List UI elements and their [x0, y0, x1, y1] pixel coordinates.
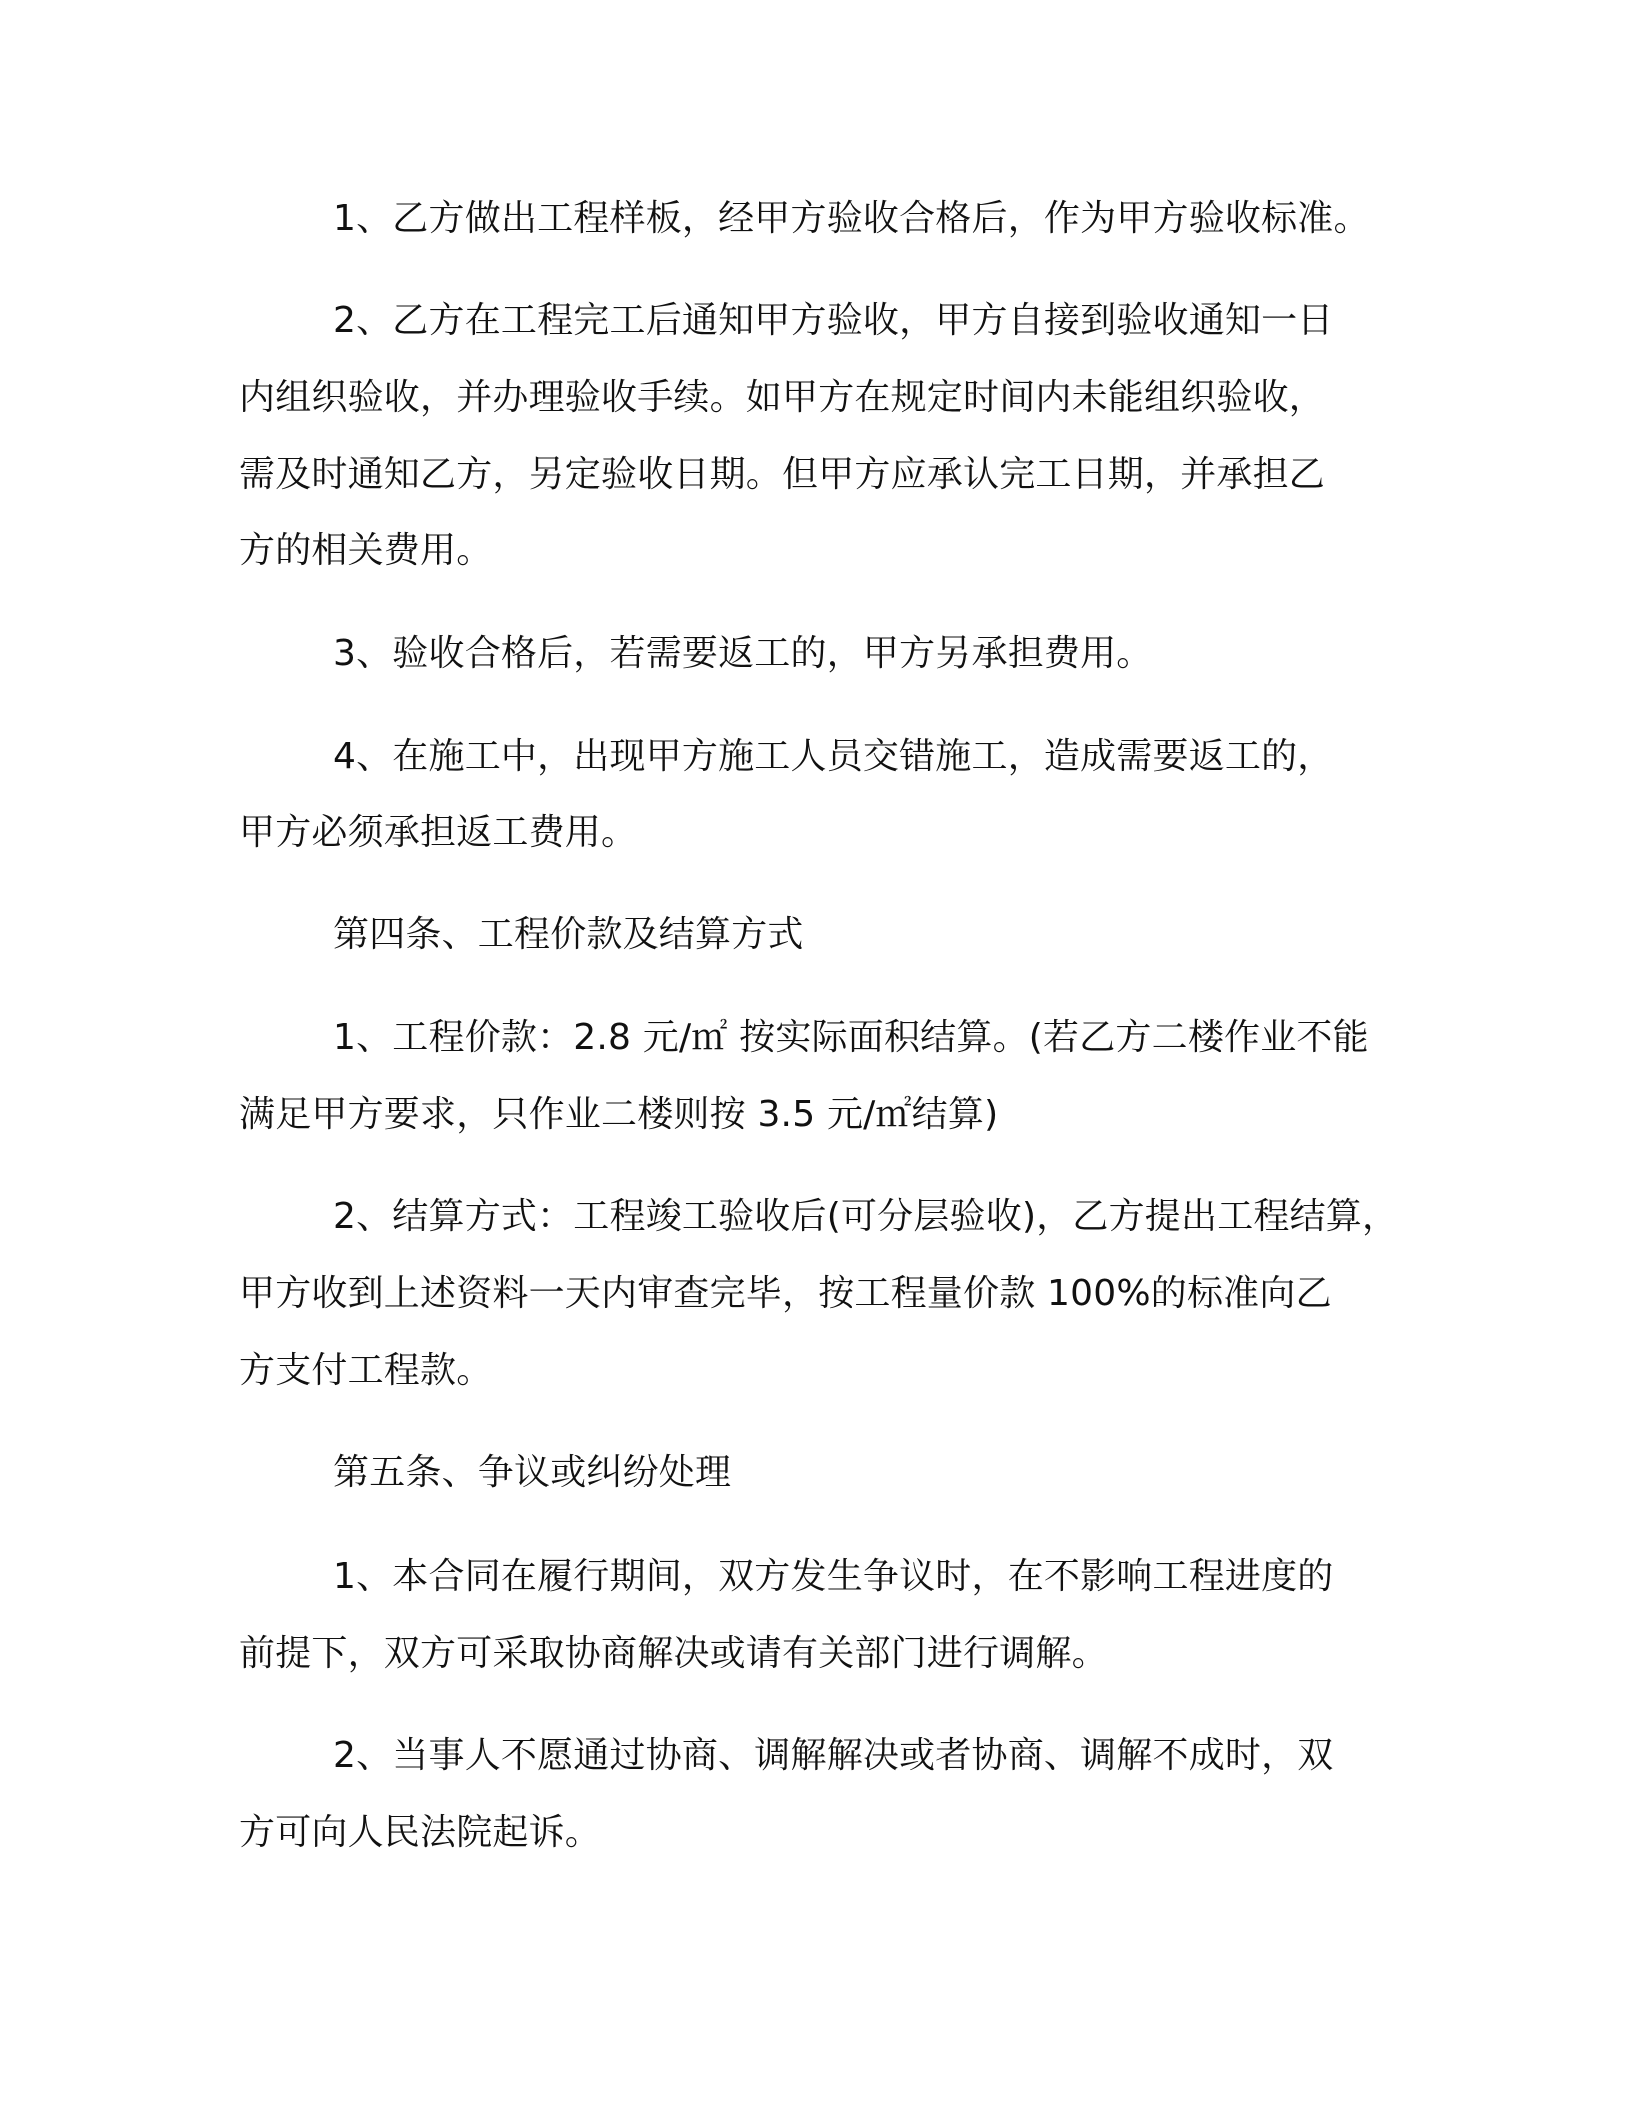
clause-4-heading: 第四条、工程价款及结算方式	[333, 914, 804, 955]
clause-5-item-2-line-1: 2、当事人不愿通过协商、调解解决或者协商、调解不成时，双	[333, 1735, 1334, 1776]
clause-3-item-3-line-1: 3、验收合格后，若需要返工的，甲方另承担费用。	[333, 633, 1153, 674]
clause-3-item-1-line-1: 1、乙方做出工程样板，经甲方验收合格后，作为甲方验收标准。	[333, 198, 1370, 239]
clause-4-item-2-line-3: 方支付工程款。	[239, 1350, 493, 1391]
clause-4-item-1-line-2: 满足甲方要求，只作业二楼则按 3.5 元/㎡结算)	[239, 1094, 999, 1135]
clause-3-item-4-line-1: 4、在施工中，出现甲方施工人员交错施工，造成需要返工的，	[333, 736, 1334, 777]
clause-5-item-1-line-2: 前提下，双方可采取协商解决或请有关部门进行调解。	[239, 1633, 1108, 1674]
clause-3-item-2-line-2: 内组织验收，并办理验收手续。如甲方在规定时间内未能组织验收，	[239, 377, 1326, 418]
clause-3-item-4-line-2: 甲方必须承担返工费用。	[239, 812, 638, 853]
clause-5-heading: 第五条、争议或纠纷处理	[333, 1452, 732, 1493]
clause-5-item-2-line-2: 方可向人民法院起诉。	[239, 1812, 602, 1853]
clause-4-item-2-line-1: 2、结算方式：工程竣工验收后(可分层验收)，乙方提出工程结算，	[333, 1196, 1399, 1237]
clause-4-item-1-line-1: 1、工程价款：2.8 元/㎡ 按实际面积结算。(若乙方二楼作业不能	[333, 1017, 1369, 1058]
clause-3-item-2-line-3: 需及时通知乙方，另定验收日期。但甲方应承认完工日期，并承担乙	[239, 454, 1326, 495]
clause-3-item-2-line-1: 2、乙方在工程完工后通知甲方验收，甲方自接到验收通知一日	[333, 300, 1334, 341]
clause-5-item-1-line-1: 1、本合同在履行期间，双方发生争议时，在不影响工程进度的	[333, 1556, 1334, 1597]
clause-3-item-2-line-4: 方的相关费用。	[239, 530, 493, 571]
clause-4-item-2-line-2: 甲方收到上述资料一天内审查完毕，按工程量价款 100%的标准向乙	[239, 1273, 1332, 1314]
